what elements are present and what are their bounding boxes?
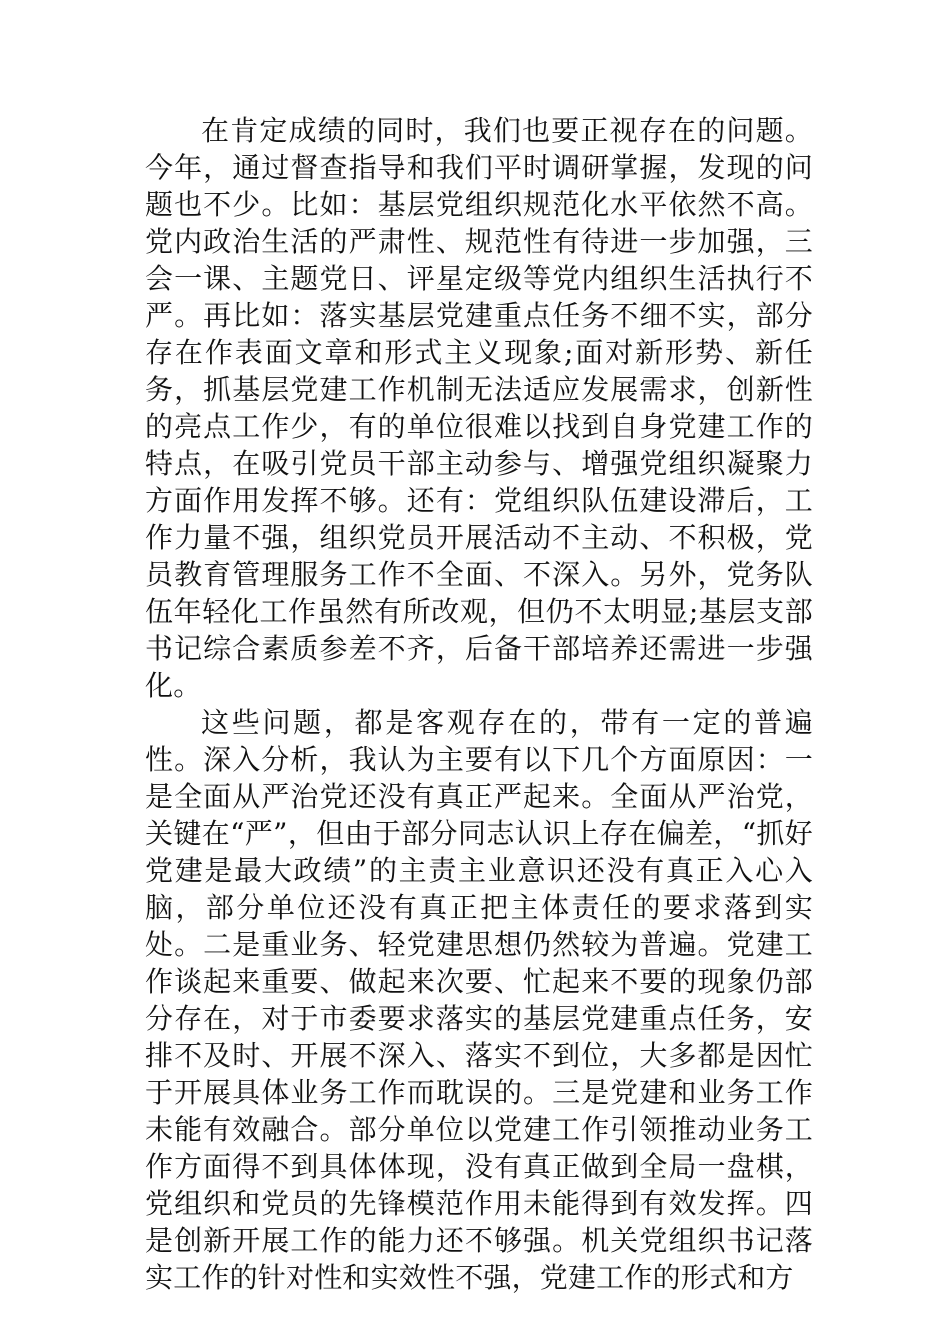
paragraph-problems: 在肯定成绩的同时，我们也要正视存在的问题。今年，通过督查指导和我们平时调研掌握，发现的问题也不少。比如：基层党组织规范化水平依然不高。党内政治生活的严肃性、规范性有待进一步加强，三会一课、主题党日、评星定级等党内组织生活执行不严。再比如：落实基层党建重点任务不细不实，部分存在作表面文章和形式主义现象;面对新形势、新任务，抓基层党建工作机制无法适应发展需求，创新性的亮点工作少，有的单位很难以找到自身党建工作的特点，在吸引党员干部主动参与、增强党组织凝聚力方面作用发挥不够。还有：党组织队伍建设滞后，工作力量不强，组织党员开展活动不主动、不积极，党员教育管理服务工作不全面、不深入。另外，党务队伍年轻化工作虽然有所改观，但仍不太明显;基层支部书记综合素质参差不齐，后备干部培养还需进一步强化。 — [145, 114, 813, 702]
paragraph-causes: 这些问题，都是客观存在的，带有一定的普遍性。深入分析，我认为主要有以下几个方面原因：一是全面从严治党还没有真正严起来。全面从严治党，关键在“严”，但由于部分同志认识上存在偏差，“抓好党建是最大政绩”的主责主业意识还没有真正入心入脑，部分单位还没有真正把主体责任的要求落到实处。二是重业务、轻党建思想仍然较为普遍。党建工作谈起来重要、做起来次要、忙起来不要的现象仍部分存在，对于市委要求落实的基层党建重点任务，安排不及时、开展不深入、落实不到位，大多都是因忙于开展具体业务工作而耽误的。三是党建和业务工作未能有效融合。部分单位以党建工作引领推动业务工作方面得不到具体体现，没有真正做到全局一盘棋，党组织和党员的先锋模范作用未能得到有效发挥。四是创新开展工作的能力还不够强。机关党组织书记落实工作的针对性和实效性不强，党建工作的形式和方 — [145, 706, 813, 1294]
document-body — [145, 112, 813, 1296]
